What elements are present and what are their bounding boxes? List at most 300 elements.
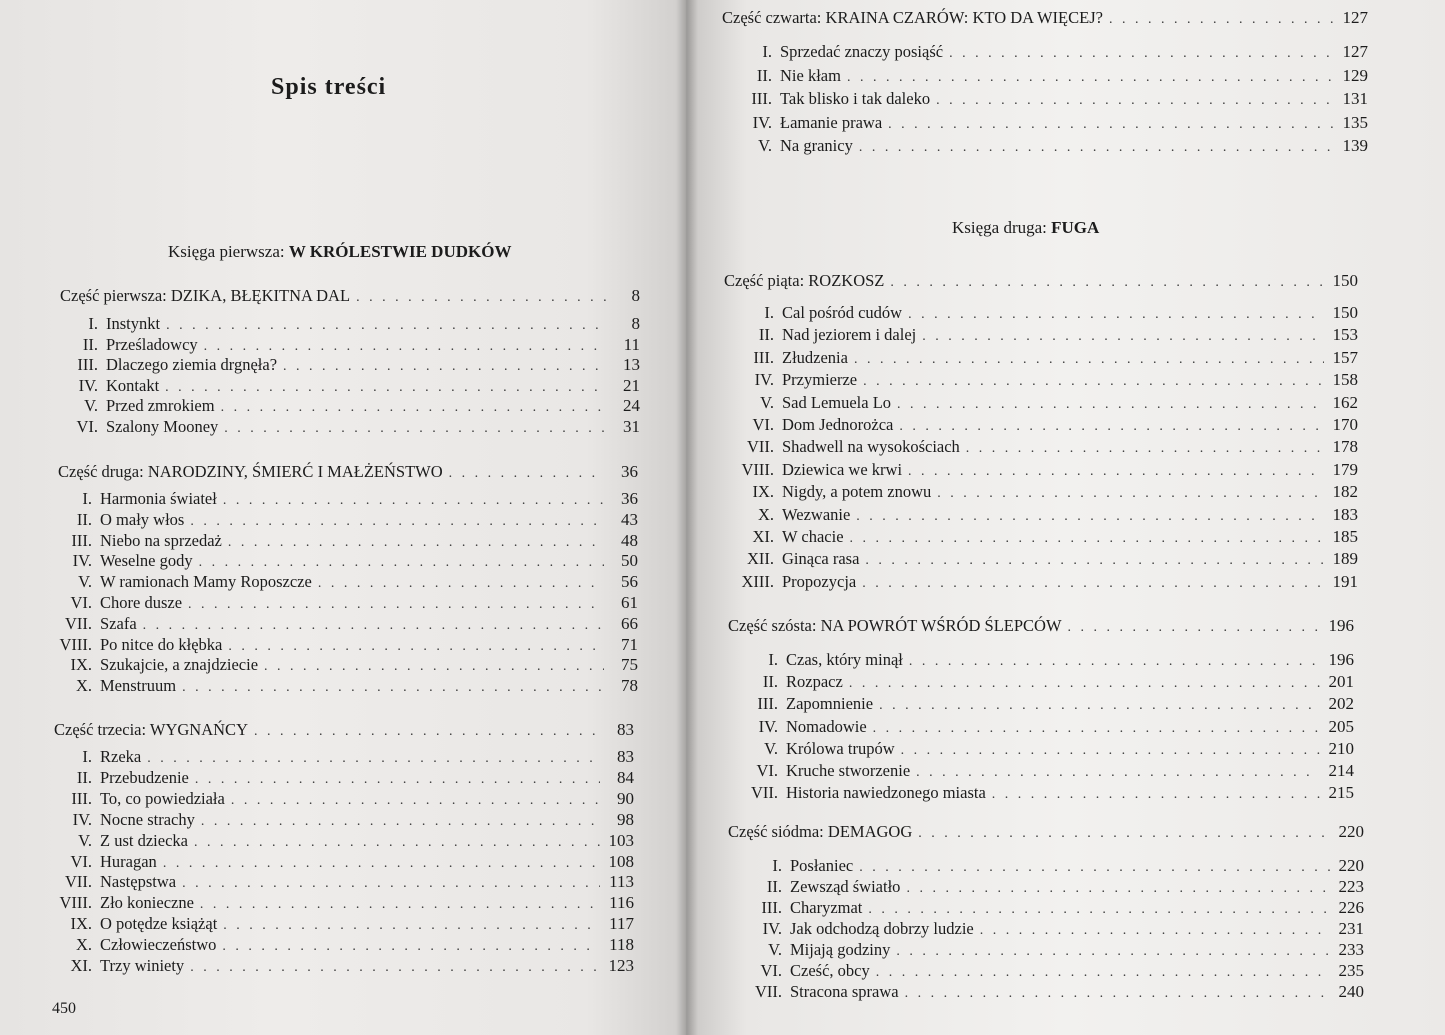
dot-leader — [879, 698, 1320, 714]
chapter-numeral: I. — [768, 650, 778, 669]
chapter-title: Królowa trupów — [786, 738, 895, 758]
chapter-numeral: IV. — [72, 551, 92, 571]
chapter-page-number: 11 — [623, 334, 640, 354]
chapter-numeral: XI. — [752, 527, 774, 546]
chapter-page-number: 13 — [623, 355, 640, 375]
dot-leader — [147, 751, 600, 767]
chapter-numeral: V. — [78, 830, 92, 850]
chapter-title: Shadwell na wysokościach — [782, 437, 960, 457]
chapter-page-number: 123 — [608, 956, 634, 975]
dot-leader — [182, 876, 600, 892]
chapter-title: Prześladowcy — [106, 334, 198, 354]
chapter-page-number: 240 — [1338, 982, 1364, 1001]
chapter-title: O potędze książąt — [100, 914, 218, 934]
chapter-row — [720, 482, 1358, 502]
part-name: NARODZINY, ŚMIERĆ I MAŁŻEŃSTWO — [147, 462, 443, 481]
chapter-row — [46, 614, 638, 634]
dot-leader — [222, 939, 600, 955]
part-label — [724, 271, 884, 291]
chapter-row — [46, 768, 634, 788]
chapter-numeral: X. — [75, 935, 92, 955]
chapter-title: Z ust dziecka — [100, 830, 188, 850]
dot-leader — [899, 419, 1324, 435]
dot-leader — [204, 339, 606, 355]
chapter-row — [720, 527, 1358, 547]
chapter-page-number: 48 — [621, 530, 638, 550]
dot-leader — [190, 960, 600, 976]
page-title: Spis treści — [271, 74, 387, 100]
chapter-numeral: VIII. — [59, 634, 92, 654]
chapter-title: Przymierze — [782, 370, 858, 390]
chapter-title: Szukajcie, a znajdziecie — [100, 655, 259, 675]
chapter-page-number: 214 — [1328, 761, 1354, 780]
chapter-numeral: V. — [760, 392, 774, 412]
chapter-page-number: 162 — [1332, 392, 1358, 412]
chapter-row — [720, 303, 1358, 323]
chapter-title: Nomadowie — [786, 716, 867, 736]
chapter-numeral: XII. — [746, 549, 774, 569]
chapter-numeral: IV. — [762, 919, 782, 938]
chapter-page-number: 71 — [621, 634, 638, 654]
dot-leader — [876, 965, 1330, 981]
chapter-title: Kontakt — [106, 375, 160, 395]
part-label-prefix: Część czwarta: — [722, 8, 822, 27]
chapter-title: Sprzedać znaczy posiąść — [780, 42, 944, 61]
chapter-numeral: II. — [758, 325, 774, 345]
chapter-numeral: II. — [756, 65, 772, 85]
chapter-page-number: 78 — [621, 676, 638, 696]
chapter-title: Złudzenia — [782, 347, 848, 367]
chapter-page-number: 31 — [623, 417, 640, 436]
chapter-numeral: I. — [82, 489, 92, 508]
chapter-title: Nie kłam — [780, 65, 841, 85]
dot-leader — [896, 944, 1330, 960]
chapter-page-number: 220 — [1338, 856, 1364, 875]
chapter-title: Nigdy, a potem znowu — [782, 482, 932, 502]
dot-leader — [199, 555, 604, 571]
chapter-numeral: II. — [76, 767, 92, 787]
chapter-page-number: 113 — [609, 872, 634, 892]
chapter-title: Zapomnienie — [786, 694, 874, 714]
chapter-title: Weselne gody — [100, 551, 193, 571]
dot-leader — [318, 576, 604, 592]
chapter-row — [52, 376, 640, 396]
dot-leader — [163, 856, 600, 872]
dot-leader — [195, 772, 600, 788]
chapter-row — [46, 914, 634, 934]
chapter-row — [46, 810, 634, 830]
chapter-row — [724, 783, 1354, 803]
dot-leader — [863, 374, 1324, 390]
chapter-numeral: IV. — [752, 112, 772, 132]
chapter-title: Ginąca rasa — [782, 549, 860, 569]
dot-leader — [283, 359, 606, 375]
dot-leader — [873, 721, 1320, 737]
chapter-title: Mijają godziny — [790, 940, 891, 959]
chapter-row — [718, 113, 1368, 133]
chapter-title: Charyzmat — [790, 898, 863, 917]
chapter-page-number: 66 — [621, 613, 638, 633]
chapter-page-number: 8 — [631, 314, 640, 333]
part-name: KRAINA CZARÓW: KTO DA WIĘCEJ? — [825, 8, 1103, 27]
part-label — [58, 462, 443, 482]
chapter-title: O mały włos — [100, 509, 185, 529]
chapter-numeral: VIII. — [741, 459, 774, 479]
chapter-numeral: V. — [84, 396, 98, 416]
chapter-title: Jak odchodzą dobrzy ludzie — [790, 919, 974, 938]
part-page-number: 150 — [1332, 271, 1358, 290]
chapter-page-number: 202 — [1328, 694, 1354, 714]
chapter-page-number: 116 — [609, 893, 634, 913]
chapter-title: Kruche stworzenie — [786, 761, 911, 780]
part-page-number: 127 — [1342, 8, 1368, 27]
chapter-numeral: III. — [71, 788, 92, 808]
book-heading — [952, 218, 1099, 238]
chapter-title: Harmonia świateł — [100, 489, 217, 508]
chapter-row — [724, 717, 1354, 737]
dot-leader — [143, 618, 604, 634]
chapter-title: Historia nawiedzonego miasta — [786, 783, 986, 803]
chapter-numeral: V. — [764, 738, 778, 758]
chapter-page-number: 118 — [609, 935, 634, 955]
book-gutter — [676, 0, 698, 1035]
chapter-row — [52, 417, 640, 437]
dot-leader — [224, 421, 606, 437]
chapter-numeral: XIII. — [741, 571, 774, 591]
book-heading-name: FUGA — [1051, 218, 1100, 237]
dot-leader — [859, 140, 1334, 156]
dot-leader — [223, 918, 600, 934]
chapter-title: Zewsząd światło — [790, 877, 901, 896]
chapter-numeral: II. — [762, 672, 778, 692]
dot-leader — [223, 493, 604, 509]
dot-leader — [221, 400, 606, 416]
chapter-title: Cześć, obcy — [790, 961, 870, 980]
chapter-row — [720, 348, 1358, 368]
chapter-numeral: IV. — [754, 370, 774, 390]
chapter-row — [720, 415, 1358, 435]
dot-leader — [847, 70, 1334, 86]
chapter-row — [718, 42, 1368, 62]
dot-leader — [166, 318, 606, 334]
chapter-row — [46, 852, 634, 872]
dot-leader — [897, 397, 1324, 413]
dot-leader — [182, 680, 604, 696]
chapter-page-number: 131 — [1342, 89, 1368, 108]
dot-leader — [201, 814, 600, 830]
book-heading-prefix: Księga druga: — [952, 218, 1047, 237]
chapter-numeral: VI. — [752, 415, 774, 434]
dot-leader — [918, 826, 1330, 842]
chapter-title: Propozycja — [782, 571, 857, 591]
chapter-numeral: X. — [757, 504, 774, 524]
chapter-numeral: VII. — [64, 872, 92, 892]
dot-leader — [194, 835, 600, 851]
dot-leader — [849, 676, 1320, 692]
dot-leader — [254, 724, 600, 740]
chapter-row — [46, 831, 634, 851]
chapter-title: Łamanie prawa — [780, 112, 883, 132]
dot-leader — [1109, 12, 1334, 28]
chapter-title: Przed zmrokiem — [106, 396, 215, 416]
chapter-numeral: X. — [75, 676, 92, 696]
chapter-row — [52, 335, 640, 355]
chapter-numeral: I. — [88, 314, 98, 333]
chapter-numeral: V. — [768, 940, 782, 959]
dot-leader — [188, 597, 604, 613]
chapter-page-number: 233 — [1338, 940, 1364, 959]
chapter-row — [46, 531, 638, 551]
part-label-prefix: Część druga: — [58, 462, 144, 481]
chapter-page-number: 98 — [617, 809, 634, 829]
chapter-title: Nad jeziorem i dalej — [782, 325, 917, 345]
chapter-title: Szalony Mooney — [106, 417, 219, 436]
chapter-row — [52, 355, 640, 375]
chapter-title: Zło konieczne — [100, 893, 194, 913]
book-heading-prefix: Księga pierwsza: — [168, 242, 285, 261]
chapter-page-number: 191 — [1332, 571, 1358, 591]
chapter-numeral: IX. — [70, 655, 92, 675]
chapter-numeral: VII. — [750, 783, 778, 803]
dot-leader — [909, 654, 1320, 670]
dot-leader — [165, 380, 606, 396]
chapter-page-number: 201 — [1328, 672, 1354, 692]
chapter-title: Huragan — [100, 851, 157, 871]
chapter-page-number: 84 — [617, 767, 634, 787]
chapter-title: W chacie — [782, 527, 844, 546]
chapter-page-number: 90 — [617, 788, 634, 808]
chapter-row — [728, 877, 1364, 897]
chapter-title: Stracona sprawa — [790, 982, 899, 1001]
chapter-title: Cal pośród cudów — [782, 303, 903, 322]
dot-leader — [854, 352, 1324, 368]
dot-leader — [906, 881, 1330, 897]
chapter-row — [728, 856, 1364, 876]
dot-leader — [865, 553, 1324, 569]
dot-leader — [228, 639, 604, 655]
chapter-row — [720, 572, 1358, 592]
chapter-row — [724, 650, 1354, 670]
chapter-row — [46, 593, 638, 613]
chapter-page-number: 182 — [1332, 482, 1358, 502]
chapter-page-number: 129 — [1342, 65, 1368, 85]
chapter-numeral: III. — [757, 694, 778, 714]
chapter-title: Trzy winiety — [100, 956, 185, 975]
chapter-row — [724, 739, 1354, 759]
chapter-numeral: V. — [78, 572, 92, 592]
part-name: DEMAGOG — [827, 822, 913, 841]
part-label — [722, 8, 1103, 28]
chapter-row — [728, 982, 1364, 1002]
chapter-page-number: 185 — [1332, 527, 1358, 546]
chapter-page-number: 108 — [608, 851, 634, 871]
dot-leader — [936, 93, 1334, 109]
chapter-row — [46, 935, 634, 955]
chapter-numeral: VI. — [756, 761, 778, 780]
chapter-page-number: 56 — [621, 572, 638, 592]
part-label-prefix: Część szósta: — [728, 616, 817, 635]
chapter-row — [46, 572, 638, 592]
chapter-numeral: I. — [764, 303, 774, 322]
chapter-page-number: 158 — [1332, 370, 1358, 390]
part-page-number: 83 — [617, 720, 634, 739]
part-page-number: 8 — [631, 286, 640, 305]
chapter-page-number: 223 — [1338, 877, 1364, 896]
chapter-numeral: III. — [761, 898, 782, 917]
part-name: DZIKA, BŁĘKITNA DAL — [170, 286, 351, 305]
chapter-row — [724, 672, 1354, 692]
chapter-page-number: 150 — [1332, 303, 1358, 322]
dot-leader — [890, 275, 1324, 291]
chapter-page-number: 135 — [1342, 112, 1368, 132]
dot-leader — [992, 787, 1320, 803]
chapter-page-number: 215 — [1328, 783, 1354, 803]
dot-leader — [937, 486, 1324, 502]
part-label — [728, 616, 1062, 636]
part-heading-row — [54, 720, 634, 740]
dot-leader — [905, 986, 1330, 1002]
chapter-numeral: I. — [82, 747, 92, 766]
dot-leader — [901, 743, 1320, 759]
chapter-row — [718, 89, 1368, 109]
chapter-page-number: 103 — [608, 830, 634, 850]
chapter-row — [718, 136, 1368, 156]
chapter-title: Rzeka — [100, 747, 142, 766]
chapter-row — [720, 437, 1358, 457]
chapter-row — [720, 325, 1358, 345]
chapter-title: Chore dusze — [100, 593, 183, 612]
chapter-title: Posłaniec — [790, 856, 854, 875]
chapter-page-number: 153 — [1332, 325, 1358, 345]
chapter-numeral: III. — [71, 530, 92, 550]
chapter-page-number: 24 — [623, 396, 640, 416]
chapter-row — [46, 747, 634, 767]
dot-leader — [868, 902, 1330, 918]
chapter-numeral: VII. — [754, 982, 782, 1001]
chapter-row — [46, 551, 638, 571]
chapter-numeral: VIII. — [59, 893, 92, 913]
chapter-row — [46, 510, 638, 530]
chapter-row — [724, 694, 1354, 714]
part-heading-row — [60, 286, 640, 306]
chapter-row — [728, 898, 1364, 918]
chapter-row — [52, 314, 640, 334]
chapter-numeral: IV. — [72, 809, 92, 829]
chapter-page-number: 75 — [621, 655, 638, 675]
chapter-numeral: IX. — [70, 914, 92, 934]
part-name: NA POWRÓT WŚRÓD ŚLEPCÓW — [820, 616, 1062, 635]
part-label-prefix: Część siódma: — [728, 822, 824, 841]
dot-leader — [949, 46, 1334, 62]
dot-leader — [922, 329, 1324, 345]
dot-leader — [862, 576, 1324, 592]
chapter-page-number: 196 — [1328, 650, 1354, 669]
dot-leader — [356, 290, 606, 306]
chapter-row — [46, 893, 634, 913]
chapter-title: Menstruum — [100, 676, 177, 696]
part-page-number: 196 — [1328, 616, 1354, 635]
chapter-page-number: 183 — [1332, 504, 1358, 524]
chapter-numeral: XI. — [70, 956, 92, 975]
dot-leader — [1068, 620, 1320, 636]
part-page-number: 36 — [621, 462, 638, 481]
chapter-title: Przebudzenie — [100, 767, 189, 787]
chapter-title: Instynkt — [106, 314, 161, 333]
chapter-numeral: VI. — [70, 851, 92, 871]
dot-leader — [228, 535, 604, 551]
chapter-page-number: 139 — [1342, 136, 1368, 155]
chapter-page-number: 235 — [1338, 961, 1364, 980]
dot-leader — [980, 923, 1330, 939]
chapter-title: Szafa — [100, 613, 137, 633]
chapter-title: Sad Lemuela Lo — [782, 392, 892, 412]
chapter-row — [720, 370, 1358, 390]
chapter-row — [720, 505, 1358, 525]
chapter-numeral: III. — [751, 89, 772, 108]
chapter-row — [728, 919, 1364, 939]
chapter-numeral: V. — [758, 136, 772, 155]
chapter-title: Dlaczego ziemia drgnęła? — [106, 355, 278, 375]
chapter-page-number: 50 — [621, 551, 638, 571]
part-name: WYGNAŃCY — [149, 720, 248, 739]
dot-leader — [888, 117, 1334, 133]
chapter-page-number: 117 — [609, 914, 634, 934]
chapter-page-number: 36 — [621, 489, 638, 508]
chapter-page-number: 179 — [1332, 459, 1358, 479]
chapter-row — [724, 761, 1354, 781]
part-label-prefix: Część piąta: — [724, 271, 805, 290]
chapter-page-number: 178 — [1332, 437, 1358, 457]
chapter-title: Tak blisko i tak daleko — [780, 89, 931, 108]
chapter-row — [720, 549, 1358, 569]
chapter-page-number: 21 — [623, 375, 640, 395]
part-heading-row — [728, 616, 1354, 636]
dot-leader — [264, 659, 604, 675]
chapter-title: W ramionach Mamy Roposzcze — [100, 572, 312, 592]
chapter-title: Po nitce do kłębka — [100, 634, 223, 654]
chapter-page-number: 61 — [621, 593, 638, 612]
chapter-page-number: 189 — [1332, 549, 1358, 569]
chapter-row — [718, 66, 1368, 86]
chapter-page-number: 226 — [1338, 898, 1364, 917]
chapter-title: Czas, który minął — [786, 650, 903, 669]
book-heading — [168, 242, 511, 262]
chapter-numeral: II. — [766, 877, 782, 896]
chapter-numeral: III. — [77, 355, 98, 375]
dot-leader — [916, 765, 1320, 781]
part-label — [54, 720, 248, 740]
chapter-row — [46, 635, 638, 655]
chapter-row — [46, 789, 634, 809]
chapter-numeral: IX. — [752, 482, 774, 502]
part-page-number: 220 — [1338, 822, 1364, 841]
left-page — [0, 0, 690, 1035]
chapter-title: Następstwa — [100, 872, 177, 892]
chapter-title: Na granicy — [780, 136, 853, 155]
chapter-row — [728, 940, 1364, 960]
chapter-numeral: VI. — [70, 593, 92, 612]
chapter-page-number: 210 — [1328, 738, 1354, 758]
chapter-numeral: II. — [76, 509, 92, 529]
part-label-prefix: Część pierwsza: — [60, 286, 167, 305]
dot-leader — [200, 897, 600, 913]
chapter-page-number: 205 — [1328, 716, 1354, 736]
book-heading-name: W KRÓLESTWIE DUDKÓW — [288, 242, 512, 261]
chapter-title: Wezwanie — [782, 504, 851, 524]
part-name: ROZKOSZ — [808, 271, 885, 290]
chapter-title: Rozpacz — [786, 672, 843, 692]
chapter-row — [46, 676, 638, 696]
